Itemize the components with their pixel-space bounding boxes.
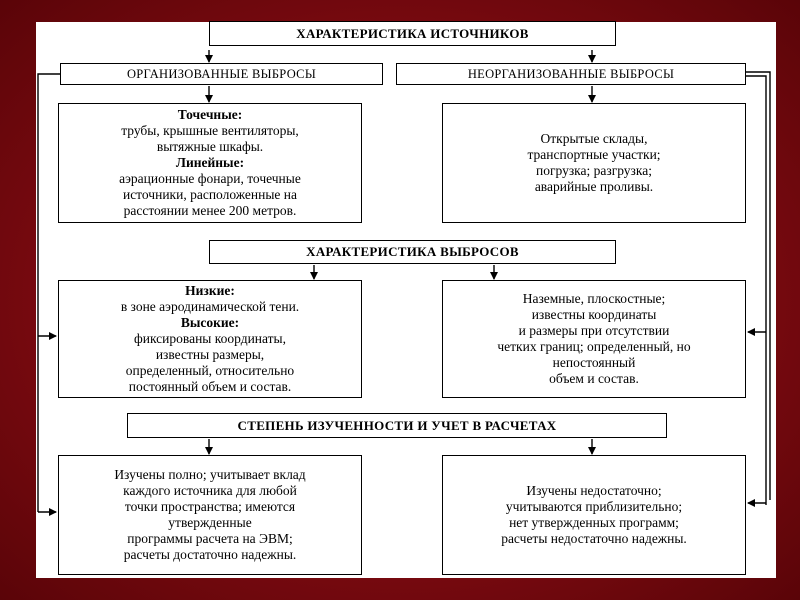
organized-study-line: точки пространства; имеются (124, 499, 296, 514)
linear-sources-line: источники, расположенные на (122, 187, 298, 202)
low-emissions-line: в зоне аэродинамической тени. (120, 299, 300, 314)
header-emissions: ХАРАКТЕРИСТИКА ВЫБРОСОВ (209, 240, 616, 264)
unorganized-study-box (442, 455, 746, 575)
unorganized-emissions-line: четких границ; определенный, но (497, 339, 691, 354)
point-sources-title: Точечные: (177, 107, 243, 122)
organized-study-line: каждого источника для любой (123, 483, 297, 498)
unorganized-emissions-line: и размеры при отсутствии (518, 323, 670, 338)
high-emissions-line: фиксированы координаты, (133, 331, 287, 346)
high-emissions-line: постоянный объем и состав. (128, 379, 292, 394)
unorganized-study-line: Изучены недостаточно; (526, 483, 662, 498)
organized-emissions-box (58, 280, 362, 398)
unorganized-sources-line: Открытые склады, (540, 131, 648, 146)
unorganized-emissions-line: известны координаты (531, 307, 657, 322)
organized-study-line: утвержденные (168, 515, 252, 530)
header-sources: ХАРАКТЕРИСТИКА ИСТОЧНИКОВ (209, 21, 616, 46)
organized-study-box (58, 455, 362, 575)
organized-study-line: программы расчета на ЭВМ; (127, 531, 293, 546)
high-emissions-line: определенный, относительно (125, 363, 295, 378)
unorganized-study-line: учитываются приблизительно; (505, 499, 683, 514)
label-organized: ОРГАНИЗОВАННЫЕ ВЫБРОСЫ (60, 63, 383, 85)
unorganized-study-line: нет утвержденных программ; (509, 515, 679, 530)
organized-sources-box (58, 103, 362, 223)
unorganized-study-line: расчеты недостаточно надежны. (501, 531, 687, 546)
point-sources-line: вытяжные шкафы. (156, 139, 264, 154)
linear-sources-line: расстоянии менее 200 метров. (123, 203, 297, 218)
point-sources-line: трубы, крышные вентиляторы, (121, 123, 299, 138)
unorganized-sources-line: аварийные проливы. (534, 179, 654, 194)
unorganized-emissions-line: Наземные, плоскостные; (522, 291, 666, 306)
header-study: СТЕПЕНЬ ИЗУЧЕННОСТИ И УЧЕТ В РАСЧЕТАХ (127, 413, 667, 438)
high-emissions-title: Высокие: (180, 315, 240, 330)
linear-sources-title: Линейные: (175, 155, 245, 170)
unorganized-emissions-line: непостоянный (552, 355, 636, 370)
low-emissions-title: Низкие: (185, 283, 235, 298)
organized-study-line: расчеты достаточно надежны. (123, 547, 297, 562)
high-emissions-line: известны размеры, (155, 347, 265, 362)
unorganized-sources-box (442, 103, 746, 223)
label-unorganized: НЕОРГАНИЗОВАННЫЕ ВЫБРОСЫ (396, 63, 746, 85)
unorganized-emissions-line: объем и состав. (549, 371, 639, 386)
organized-study-line: Изучены полно; учитывает вклад (114, 467, 306, 482)
unorganized-sources-line: транспортные участки; (527, 147, 661, 162)
unorganized-sources-line: погрузка; разгрузка; (535, 163, 652, 178)
linear-sources-line: аэрационные фонари, точечные (119, 171, 301, 186)
unorganized-emissions-box (442, 280, 746, 398)
